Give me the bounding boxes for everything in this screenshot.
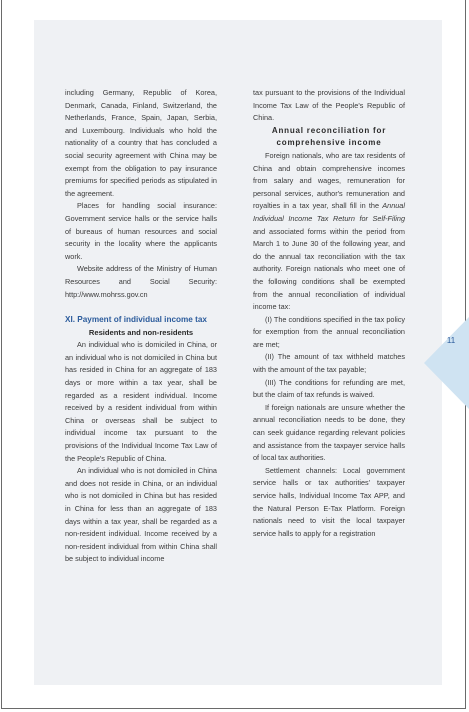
section-heading-income-tax: XI. Payment of individual income tax — [65, 315, 207, 325]
paragraph-resident-definition: An individual who is domiciled in China, or an individual who is not domiciled in China but has resided in China for an aggregate of 183 days or more within a tax year, shall be regarded as a resident individual. Income received by a resident individual from within China or overseas shall be subject to individual income tax pursuant to the provisions of the Individual Income Tax Law of the People's Republic of China. — [65, 340, 217, 463]
form-title-italic: Annual Individual Income Tax Return for Self-Filing — [253, 201, 405, 223]
paragraph-seek-guidance: If foreign nationals are unsure whether the annual reconciliation needs to be done, they can seek guidance regarding relevant policies and assistance from the taxpayer service halls of local tax authorities. — [253, 402, 405, 463]
left-column — [65, 87, 217, 566]
condition-item-1: (I) The conditions specified in the tax policy for exemption from the annual reconciliation are met; — [253, 314, 405, 349]
heading-annual-reconciliation-text: Annual reconciliation for comprehensive income — [271, 125, 387, 148]
paragraph-continuation: tax pursuant to the provisions of the Individual Income Tax Law of the People's Republic of China. — [253, 88, 405, 123]
paragraph-ministry-website: Website address of the Ministry of Human Resources and Social Security: http://www.mohrss.gov.cn — [65, 264, 217, 299]
condition-item-3: (III) The conditions for refunding are met, but the claim of tax refunds is waived. — [253, 377, 405, 400]
right-column — [253, 87, 405, 540]
subheading-residents: Residents and non-residents — [88, 327, 194, 337]
heading-annual-reconciliation — [253, 125, 405, 150]
paragraph-settlement-channels: Settlement channels: Local government service halls or tax authorities' taxpayer service halls, Individual Income Tax APP, and the Natural Person E-Tax Platform. Foreign nationals need to visit the local taxpayer service halls to apply for a registration — [253, 465, 405, 538]
condition-item-2: (II) The amount of tax withheld matches with the amount of the tax payable; — [253, 352, 405, 375]
paragraph-social-insurance-places: Places for handling social insurance: Government service halls or the service halls of bureaus of human resources and social security in the locality where the applicants work. — [65, 201, 217, 261]
paragraph-non-resident-definition: An individual who is not domiciled in China and does not reside in China, or an individual who is not domiciled in China but has resided in China for less than an aggregate of 183 days within a tax year, shall be regarded as a non-resident individual. Income received by a non-resident individual from within China shall be subject to individual income — [65, 466, 217, 564]
paragraph-annual-reconciliation — [253, 150, 405, 314]
paragraph-text-before-italic: Foreign nationals, who are tax residents of China and obtain comprehensive incomes from salary and wages, remuneration for personal services, author's remuneration and royalties in a tax year, shall fill in the — [253, 150, 405, 211]
paragraph-text-after-italic: and associated forms within the period from March 1 to June 30 of the following year, and do the annual tax reconciliation with the tax authority. Foreign nationals who meet one of the following conditions shall be exempted from the annual reconciliation of individual income tax: — [253, 226, 405, 312]
paragraph-social-security-agreements: including Germany, Republic of Korea, Denmark, Canada, Finland, Switzerland, the Netherlands, France, Spain, Japan, Serbia, and Luxembourg. Individuals who hold the nationality of a country that has concluded a social security agreement with China may be exempt from the obligation to pay insurance premiums for specified periods as stipulated in the agreement. — [65, 88, 217, 198]
page-number-tab — [424, 317, 469, 409]
page-number: 11 — [446, 336, 456, 345]
